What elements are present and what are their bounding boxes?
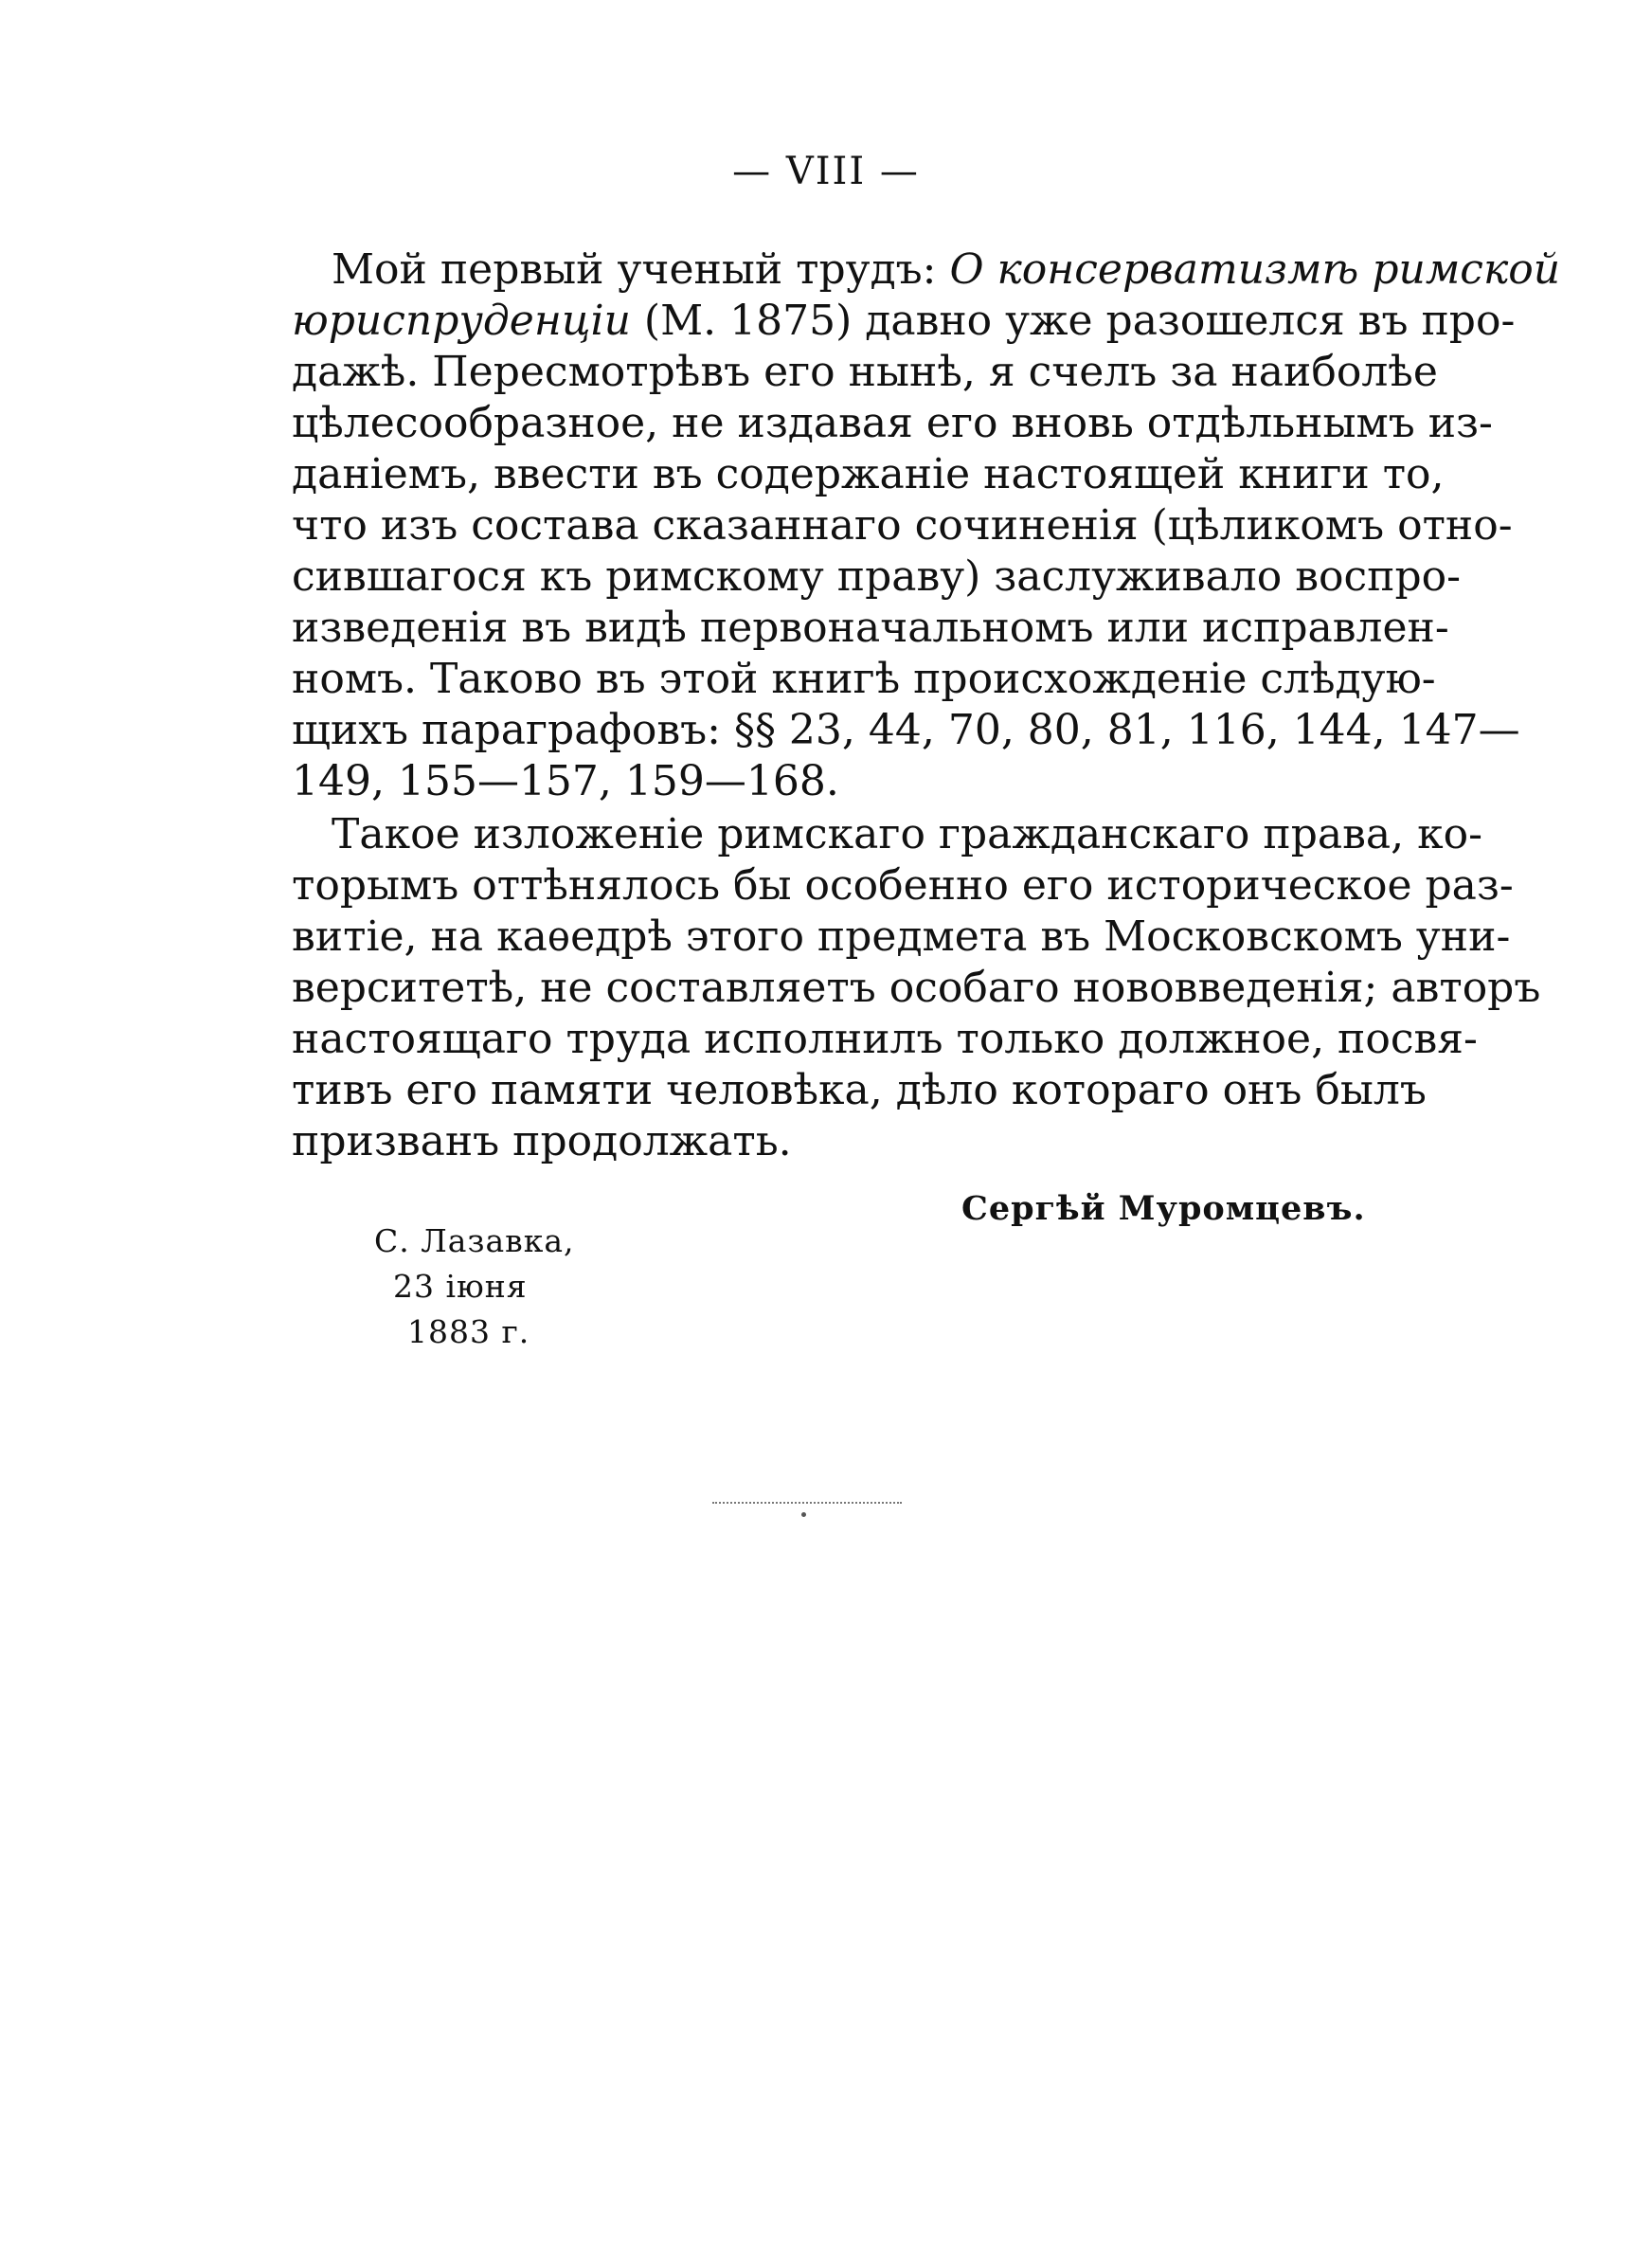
text-line: витіе, на каѳедрѣ этого предмета въ Московскомъ уни- <box>292 912 1511 961</box>
author-signature: Сергѣй Муромцевъ. <box>961 1189 1366 1228</box>
text-line: даніемъ, ввести въ содержаніе настоящей книги то, <box>292 450 1445 498</box>
text-line: сившагося къ римскому праву) заслуживало воспро- <box>292 552 1461 601</box>
text-line: что изъ состава сказаннаго сочиненія (цѣликомъ отно- <box>292 501 1513 550</box>
text-line: торымъ оттѣнялось бы особенно его историческое раз- <box>292 861 1514 910</box>
text-line: тивъ его памяти человѣка, дѣло котораго онъ былъ <box>292 1066 1427 1114</box>
place-date: 23 іюня <box>393 1268 528 1305</box>
text-line: настоящаго труда исполнилъ только должное, посвя- <box>292 1015 1478 1063</box>
text-line: цѣлесообразное, не издавая его вновь отдѣльнымъ из- <box>292 399 1493 447</box>
text-line: дажѣ. Пересмотрѣвъ его нынѣ, я счелъ за наиболѣе <box>292 348 1438 396</box>
text-line: Такое изложеніе римскаго гражданскаго права, ко- <box>332 810 1482 858</box>
text-span: (М. 1875) давно уже разошелся въ про- <box>630 297 1516 345</box>
text-line: номъ. Таково въ этой книгѣ происхожденіе слѣдую- <box>292 655 1436 703</box>
end-ornament-dot <box>801 1512 806 1517</box>
text-line <box>292 296 1516 347</box>
text-line: щихъ параграфовъ: §§ 23, 44, 70, 80, 81, 116, 144, 147— <box>292 706 1520 754</box>
page-number: — VIII — <box>732 150 920 193</box>
text-line: верситетѣ, не составляетъ особаго нововведенія; авторъ <box>292 964 1541 1012</box>
text-line: призванъ продолжать. <box>292 1117 792 1165</box>
text-line: 149, 155—157, 159—168. <box>292 757 839 805</box>
book-title: О консерватизмѣ римской <box>949 245 1561 294</box>
text-span: Мой первый ученый трудъ: <box>332 245 950 294</box>
place-year: 1883 г. <box>407 1313 530 1350</box>
place-location: С. Лазавка, <box>374 1222 575 1259</box>
end-ornament <box>712 1502 902 1519</box>
book-title: юриспруденціи <box>292 297 631 345</box>
text-line <box>332 244 1561 296</box>
text-line: изведенія въ видѣ первоначальномъ или исправлен- <box>292 604 1449 652</box>
